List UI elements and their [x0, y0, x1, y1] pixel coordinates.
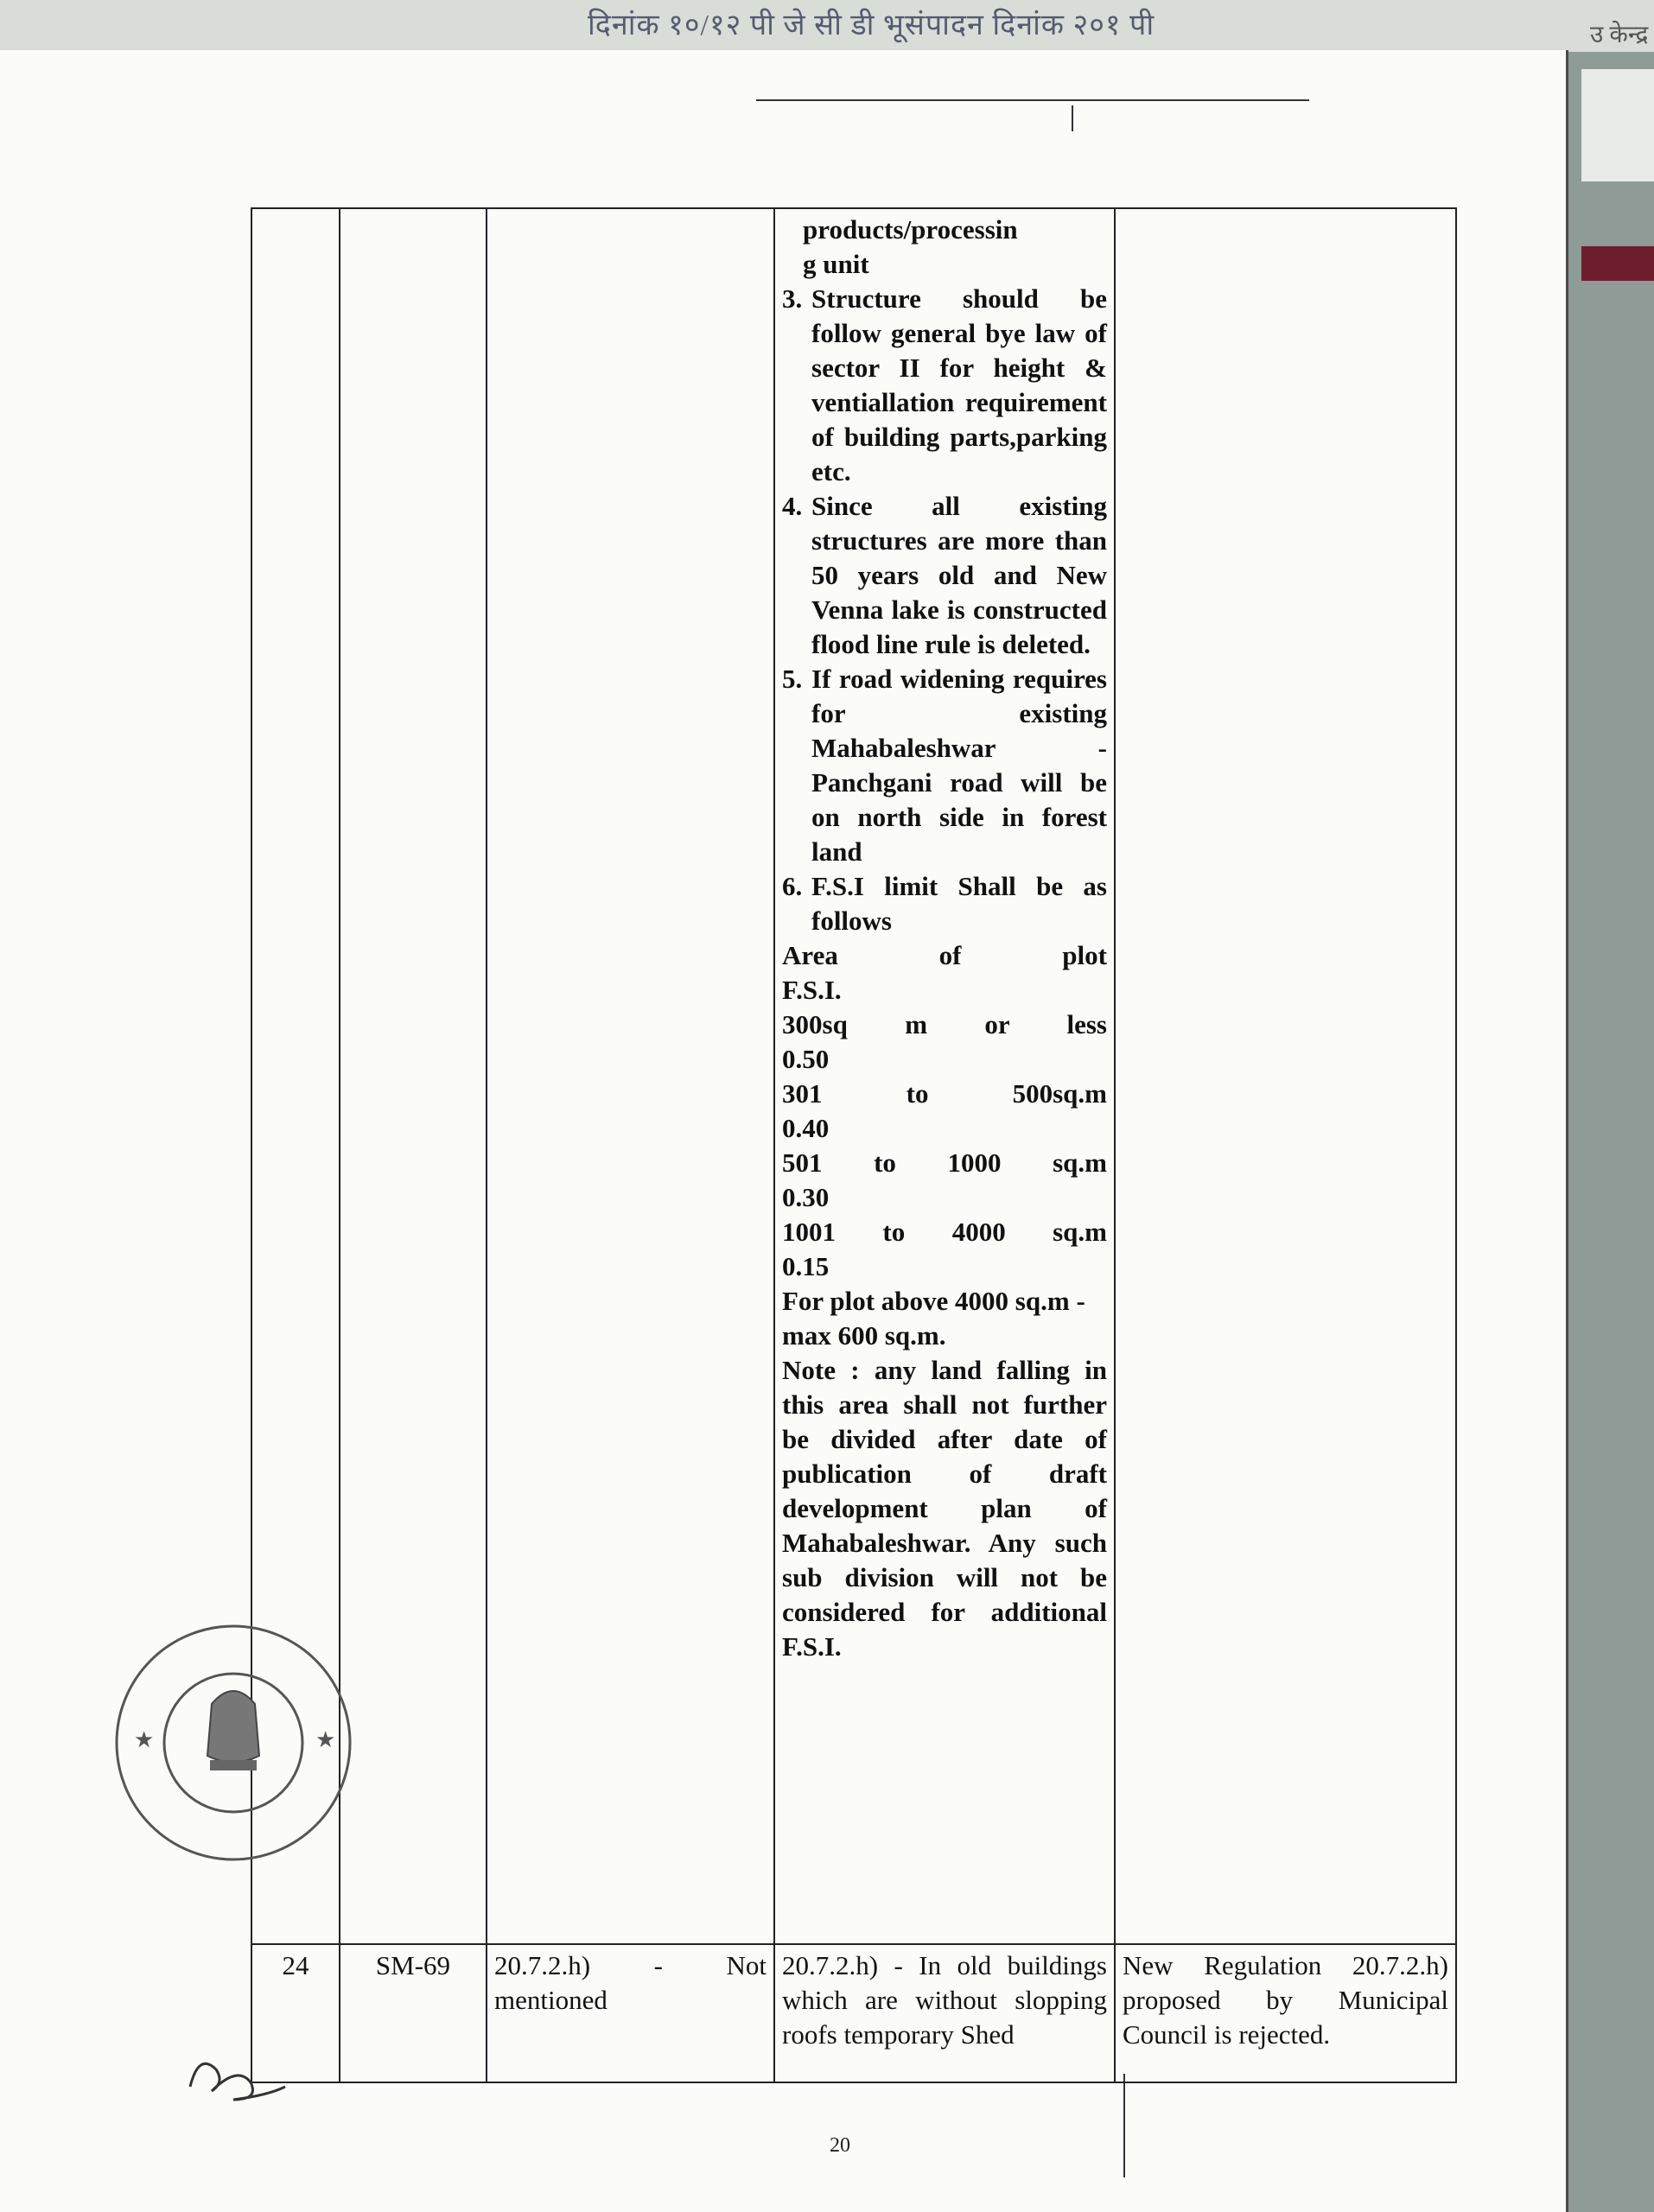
signature-mark: [177, 2039, 298, 2108]
note-text: Note : any land falling in this area shall not further be divided after date of publication of draft development plan of Mahabaleshwar. Any such sub division will not be considered for additional F.S.I.: [782, 1355, 1107, 1662]
right-scan-background: [1568, 52, 1654, 2212]
table-row: [251, 208, 1456, 1944]
cell-decision: New Regulation 20.7.2.h) proposed by Municipal Council is rejected.: [1115, 1944, 1456, 2082]
item-number: 5.: [782, 664, 803, 694]
cell-code: SM-69: [340, 1944, 487, 2082]
list-item: [782, 489, 1107, 662]
side-handwriting: उ केन्द्र: [1590, 22, 1649, 48]
lead-line: products/processin: [803, 214, 1018, 245]
fsi-area: 300sq m or less: [782, 1009, 1107, 1039]
plot-above-text: For plot above 4000 sq.m - max 600 sq.m.: [782, 1286, 1085, 1351]
item-text: If road widening requires for existing Mahabaleshwar - Panchgani road will be on north side in forest land: [811, 664, 1107, 867]
top-scan-strip: [0, 0, 1654, 55]
svg-text:★: ★: [134, 1727, 155, 1752]
scan-line: [1123, 2074, 1125, 2177]
official-seal-stamp: [108, 1618, 359, 1868]
cell-proposed-regulation: 20.7.2.h) - In old buildings which are without slopping roofs temporary Shed: [774, 1944, 1115, 2082]
item-text: Structure should be follow general bye law of sector II for height & ventiallation requirement of building parts,parking etc.: [811, 283, 1107, 486]
cell-decision: [1115, 208, 1456, 1944]
fsi-header-fsi: F.S.I.: [782, 975, 842, 1005]
fsi-area: 501 to 1000 sq.m: [782, 1147, 1107, 1178]
right-paper-fragment: [1581, 69, 1654, 181]
cell-existing: 20.7.2.h) - Not mentioned: [487, 1944, 774, 2082]
list-item: [782, 662, 1107, 869]
item-number: 6.: [782, 871, 803, 901]
fsi-table: [782, 938, 1107, 1284]
item-number: 4.: [782, 491, 803, 521]
cell-code: [340, 208, 487, 1944]
scan-line: [1072, 105, 1073, 131]
fsi-value: 0.40: [782, 1113, 830, 1143]
regulation-table: [251, 207, 1457, 2083]
item-number: 3.: [782, 283, 803, 314]
fsi-value: 0.15: [782, 1251, 830, 1281]
right-maroon-strip: [1581, 246, 1654, 281]
list-item: [782, 869, 1107, 938]
fsi-area: 1001 to 4000 sq.m: [782, 1217, 1107, 1247]
table-row: [251, 1944, 1456, 2082]
fsi-header-area: Area of plot: [782, 940, 1107, 970]
item-text: F.S.I limit Shall be as follows: [811, 871, 1107, 936]
fsi-value: 0.50: [782, 1044, 830, 1074]
cell-sr-no: 24: [251, 1944, 340, 2082]
cell-proposed-regulation: [774, 208, 1115, 1944]
lead-line: g unit: [803, 249, 869, 279]
cell-existing: [487, 208, 774, 1944]
page-number: 20: [830, 2134, 850, 2157]
fsi-value: 0.30: [782, 1182, 830, 1212]
list-item: [782, 282, 1107, 489]
fsi-area: 301 to 500sq.m: [782, 1078, 1107, 1109]
header-handwriting: दिनांक १०/१२ पी जे सी डी भूसंपादन दिनांक २०१ पी: [588, 10, 1155, 41]
svg-text:★: ★: [315, 1727, 336, 1752]
item-text: Since all existing structures are more than 50 years old and New Venna lake is constructed flood line rule is deleted.: [811, 491, 1107, 659]
scan-line: [756, 99, 1309, 101]
